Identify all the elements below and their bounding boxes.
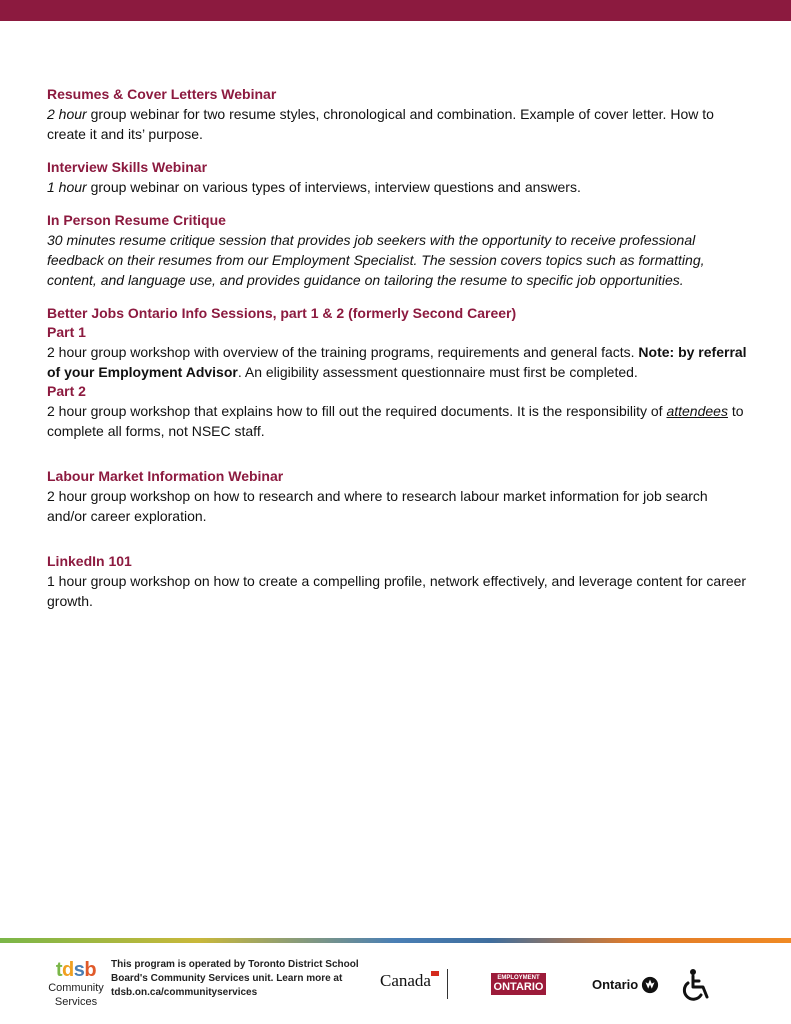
linkedin-desc: 1 hour group workshop on how to create a compelling profile, network effectively, and leverage content for career growth. xyxy=(47,573,747,609)
resumes-heading: Resumes & Cover Letters Webinar xyxy=(47,86,277,102)
document-body xyxy=(47,85,747,625)
footer-gradient-line xyxy=(0,938,791,943)
top-accent-bar xyxy=(0,0,791,21)
critique-desc: 30 minutes resume critique session that provides job seekers with the opportunity to receive professional feedback on their resumes from our Employment Specialist. The session covers topics such as formatting, content, and language use, and provides guidance on tailoring the resume to specific job opportunities. xyxy=(47,232,705,288)
part2-desc-b: to complete all forms, not NSEC staff. xyxy=(47,403,744,439)
part1-description xyxy=(47,342,747,382)
eo-top-text: EMPLOYMENT xyxy=(497,975,540,981)
resumes-desc: group webinar for two resume styles, chronological and combination. Example of cover letter. How to create it and its’ purpose. xyxy=(47,106,714,142)
part2-description xyxy=(47,401,747,441)
tdsb-letter-s: s xyxy=(73,959,85,981)
eo-main-text: ONTARIO xyxy=(493,981,544,993)
resumes-description xyxy=(47,104,747,144)
part1-desc-b: . An eligibility assessment questionnaire must first be completed. xyxy=(237,364,638,380)
footer-note: This program is operated by Toronto District School Board's Community Services unit. Learn more at tdsb.on.ca/communityservices xyxy=(111,959,359,998)
resumes-duration: 2 hour xyxy=(47,106,87,122)
part1-label: Part 1 xyxy=(47,324,86,340)
section-resumes xyxy=(47,85,747,144)
section-labour xyxy=(47,467,747,526)
interview-desc: group webinar on various types of interviews, interview questions and answers. xyxy=(86,179,581,195)
ontario-trillium-icon xyxy=(641,976,659,994)
section-critique xyxy=(47,211,747,290)
section-linkedin xyxy=(47,552,747,611)
part1-note: Note: by referral of your Employment Advisor xyxy=(47,344,747,380)
interview-description xyxy=(47,177,747,197)
part2-label: Part 2 xyxy=(47,383,86,399)
labour-heading: Labour Market Information Webinar xyxy=(47,468,284,484)
tdsb-logo xyxy=(46,959,106,1009)
employment-ontario-logo xyxy=(491,973,546,995)
footer xyxy=(0,955,791,1015)
part2-attendees: attendees xyxy=(666,403,728,419)
part2-desc-a: 2 hour group workshop that explains how to fill out the required documents. It is the responsibility of xyxy=(47,403,667,419)
better-jobs-heading: Better Jobs Ontario Info Sessions, part 1 & 2 (formerly Second Career) xyxy=(47,305,517,321)
tdsb-letter-t: t xyxy=(55,959,63,981)
logo-divider xyxy=(447,969,448,999)
interview-heading: Interview Skills Webinar xyxy=(47,159,208,175)
section-better-jobs xyxy=(47,304,747,441)
ontario-logo: Ontario xyxy=(592,977,639,992)
tdsb-letter-b: b xyxy=(84,959,97,981)
tdsb-sub-line1: Community xyxy=(48,982,104,994)
canada-flag-icon xyxy=(431,971,439,976)
tdsb-wordmark xyxy=(46,959,106,981)
canada-logo: Canada xyxy=(380,971,431,990)
tdsb-letter-d: d xyxy=(62,959,74,981)
accessibility-icon xyxy=(679,967,715,1003)
section-interview xyxy=(47,158,747,197)
critique-heading: In Person Resume Critique xyxy=(47,212,226,228)
interview-duration: 1 hour xyxy=(47,179,87,195)
tdsb-sub-line2: Services xyxy=(54,996,98,1008)
linkedin-heading: LinkedIn 101 xyxy=(47,553,132,569)
part1-desc-a: 2 hour group workshop with overview of the training programs, requirements and general facts. xyxy=(47,344,639,360)
labour-desc: 2 hour group workshop on how to research and where to research labour market information for job search and/or career exploration. xyxy=(47,488,708,524)
